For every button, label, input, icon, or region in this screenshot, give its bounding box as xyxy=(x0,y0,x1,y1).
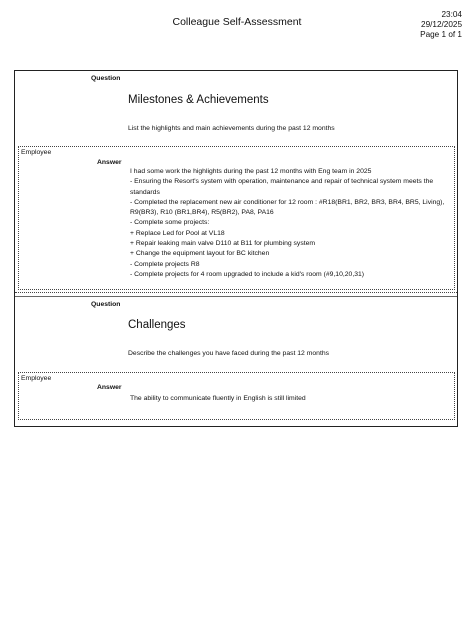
section-divider xyxy=(15,296,457,297)
question-label: Question xyxy=(91,301,121,308)
question-description: Describe the challenges you have faced during the past 12 months xyxy=(128,350,330,357)
print-date: 29/12/2025 xyxy=(421,20,462,29)
question-description: List the highlights and main achievements during the past 12 months xyxy=(128,125,335,132)
print-time: 23:04 xyxy=(441,10,462,19)
employee-label: Employee xyxy=(21,375,52,382)
answer-label: Answer xyxy=(97,384,122,391)
answer-label: Answer xyxy=(97,159,122,166)
question-label: Question xyxy=(91,75,121,82)
question-heading: Challenges xyxy=(128,319,186,331)
answer-text: I had some work the highlights during the past 12 months with Eng team in 2025 - Ensuring the Resort's system with operation, maintenance and repair of technical system meets the standards - Completed the replacement new air conditioner for 12 room : #R18(BR1, BR2, BR3, BR4, BR5, Living), R9(BR3), R10 (BR1,BR4), R5(BR2), PA8, PA16 - Complete some projects: + Replace Led for Pool at VL18 + Repair leaking main valve D110 at B11 for plumbing system + Change the equipment layout for BC kitchen - Complete projects R8 - Complete projects for 4 room upgraded to include a kid's room (#9,10,20,31) xyxy=(130,168,445,278)
answer-text: The ability to communicate fluently in English is still limited xyxy=(130,395,306,402)
question-heading: Milestones & Achievements xyxy=(128,94,269,106)
document-title: Colleague Self-Assessment xyxy=(172,16,302,28)
section-divider xyxy=(15,292,457,293)
page-number: Page 1 of 1 xyxy=(420,30,462,39)
employee-label: Employee xyxy=(21,149,52,156)
print-meta xyxy=(420,10,462,40)
